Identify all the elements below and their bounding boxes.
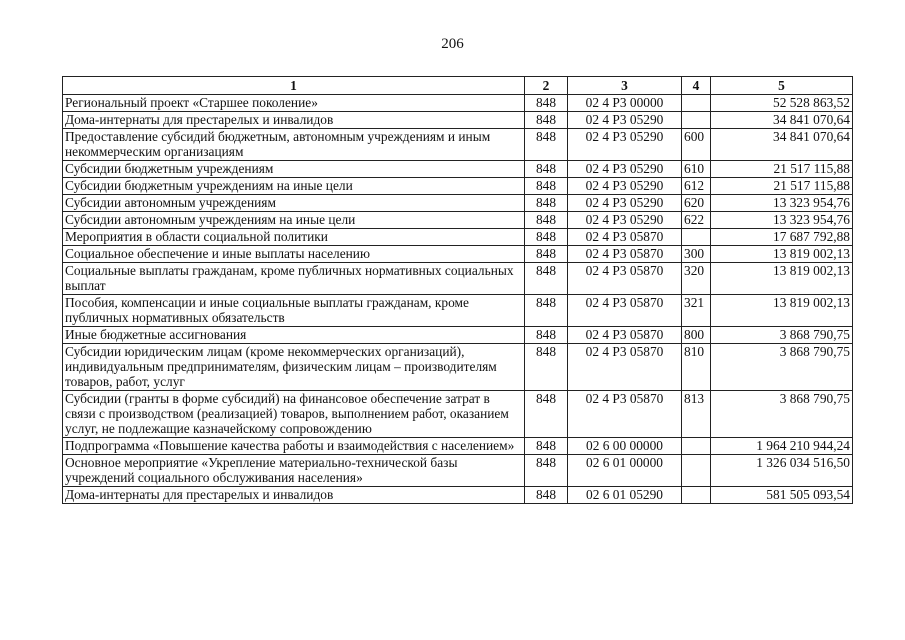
row-name-cell: Дома-интернаты для престарелых и инвалидов [63, 112, 525, 129]
table-row [63, 161, 853, 178]
table-row [63, 112, 853, 129]
row-type-cell [682, 487, 711, 504]
row-target-cell: 02 4 P3 05290 [568, 195, 682, 212]
row-type-cell [682, 438, 711, 455]
row-name-cell: Субсидии бюджетным учреждениям на иные цели [63, 178, 525, 195]
row-amount-cell: 52 528 863,52 [711, 95, 853, 112]
row-type-cell: 620 [682, 195, 711, 212]
row-name-cell: Предоставление субсидий бюджетным, автономным учреждениям и иным некоммерческим организациям [63, 129, 525, 161]
row-amount-cell: 1 326 034 516,50 [711, 455, 853, 487]
header-ministry: 2 [525, 77, 568, 95]
row-name-cell: Региональный проект «Старшее поколение» [63, 95, 525, 112]
row-name-cell: Иные бюджетные ассигнования [63, 327, 525, 344]
row-ministry-cell: 848 [525, 161, 568, 178]
row-type-cell [682, 455, 711, 487]
row-amount-cell: 34 841 070,64 [711, 112, 853, 129]
row-target-cell: 02 4 P3 00000 [568, 95, 682, 112]
table-row [63, 178, 853, 195]
row-type-cell: 300 [682, 246, 711, 263]
row-type-cell: 813 [682, 391, 711, 438]
row-amount-cell: 581 505 093,54 [711, 487, 853, 504]
row-name-cell: Дома-интернаты для престарелых и инвалидов [63, 487, 525, 504]
row-ministry-cell: 848 [525, 487, 568, 504]
row-target-cell: 02 4 P3 05290 [568, 112, 682, 129]
row-type-cell: 612 [682, 178, 711, 195]
table-row [63, 95, 853, 112]
table-row [63, 263, 853, 295]
row-name-cell: Субсидии автономным учреждениям на иные цели [63, 212, 525, 229]
table-row [63, 129, 853, 161]
row-amount-cell: 13 323 954,76 [711, 195, 853, 212]
row-type-cell: 800 [682, 327, 711, 344]
row-target-cell: 02 6 01 05290 [568, 487, 682, 504]
row-target-cell: 02 4 P3 05290 [568, 129, 682, 161]
row-amount-cell: 13 323 954,76 [711, 212, 853, 229]
row-type-cell [682, 229, 711, 246]
row-ministry-cell: 848 [525, 295, 568, 327]
row-amount-cell: 3 868 790,75 [711, 391, 853, 438]
page-number: 206 [441, 36, 464, 52]
row-type-cell: 600 [682, 129, 711, 161]
header-name: 1 [63, 77, 525, 95]
row-amount-cell: 13 819 002,13 [711, 295, 853, 327]
table-row [63, 295, 853, 327]
row-name-cell: Субсидии бюджетным учреждениям [63, 161, 525, 178]
row-ministry-cell: 848 [525, 344, 568, 391]
table-row [63, 195, 853, 212]
row-ministry-cell: 848 [525, 129, 568, 161]
row-ministry-cell: 848 [525, 95, 568, 112]
row-ministry-cell: 848 [525, 212, 568, 229]
row-type-cell [682, 112, 711, 129]
row-ministry-cell: 848 [525, 327, 568, 344]
row-target-cell: 02 6 01 00000 [568, 455, 682, 487]
header-amount: 5 [711, 77, 853, 95]
row-target-cell: 02 4 P3 05870 [568, 246, 682, 263]
row-target-cell: 02 4 P3 05290 [568, 178, 682, 195]
row-name-cell: Субсидии автономным учреждениям [63, 195, 525, 212]
row-amount-cell: 21 517 115,88 [711, 178, 853, 195]
row-amount-cell: 3 868 790,75 [711, 327, 853, 344]
row-name-cell: Мероприятия в области социальной политики [63, 229, 525, 246]
row-target-cell: 02 4 P3 05870 [568, 263, 682, 295]
row-ministry-cell: 848 [525, 246, 568, 263]
table-row [63, 487, 853, 504]
row-ministry-cell: 848 [525, 178, 568, 195]
row-ministry-cell: 848 [525, 112, 568, 129]
table-row [63, 327, 853, 344]
row-ministry-cell: 848 [525, 438, 568, 455]
row-amount-cell: 34 841 070,64 [711, 129, 853, 161]
row-target-cell: 02 4 P3 05870 [568, 295, 682, 327]
row-name-cell: Субсидии юридическим лицам (кроме некоммерческих организаций), индивидуальным предпринимателям, физическим лицам – производителям товаров, работ, услуг [63, 344, 525, 391]
header-target: 3 [568, 77, 682, 95]
row-name-cell: Социальные выплаты гражданам, кроме публичных нормативных социальных выплат [63, 263, 525, 295]
row-ministry-cell: 848 [525, 455, 568, 487]
budget-table [62, 76, 853, 504]
table-row [63, 229, 853, 246]
row-name-cell: Подпрограмма «Повышение качества работы и взаимодействия с населением» [63, 438, 525, 455]
row-type-cell: 320 [682, 263, 711, 295]
row-ministry-cell: 848 [525, 263, 568, 295]
table-row [63, 246, 853, 263]
row-target-cell: 02 6 00 00000 [568, 438, 682, 455]
row-target-cell: 02 4 P3 05290 [568, 212, 682, 229]
row-type-cell: 622 [682, 212, 711, 229]
table-row [63, 212, 853, 229]
table-row [63, 455, 853, 487]
row-ministry-cell: 848 [525, 229, 568, 246]
row-type-cell: 321 [682, 295, 711, 327]
row-target-cell: 02 4 P3 05870 [568, 344, 682, 391]
row-name-cell: Основное мероприятие «Укрепление материально-технической базы учреждений социального обслуживания населения» [63, 455, 525, 487]
row-amount-cell: 17 687 792,88 [711, 229, 853, 246]
row-name-cell: Субсидии (гранты в форме субсидий) на финансовое обеспечение затрат в связи с производством (реализацией) товаров, выполнением работ, оказанием услуг, не подлежащие казначейскому сопровождению [63, 391, 525, 438]
row-amount-cell: 21 517 115,88 [711, 161, 853, 178]
header-row [63, 77, 853, 95]
row-ministry-cell: 848 [525, 391, 568, 438]
row-type-cell: 610 [682, 161, 711, 178]
header-type: 4 [682, 77, 711, 95]
row-target-cell: 02 4 P3 05870 [568, 327, 682, 344]
row-name-cell: Пособия, компенсации и иные социальные выплаты гражданам, кроме публичных нормативных обязательств [63, 295, 525, 327]
row-target-cell: 02 4 P3 05870 [568, 391, 682, 438]
row-target-cell: 02 4 P3 05870 [568, 229, 682, 246]
row-ministry-cell: 848 [525, 195, 568, 212]
row-amount-cell: 3 868 790,75 [711, 344, 853, 391]
table-row [63, 391, 853, 438]
row-target-cell: 02 4 P3 05290 [568, 161, 682, 178]
row-name-cell: Социальное обеспечение и иные выплаты населению [63, 246, 525, 263]
row-amount-cell: 1 964 210 944,24 [711, 438, 853, 455]
table-row [63, 344, 853, 391]
row-type-cell: 810 [682, 344, 711, 391]
row-type-cell [682, 95, 711, 112]
table-row [63, 438, 853, 455]
row-amount-cell: 13 819 002,13 [711, 263, 853, 295]
row-amount-cell: 13 819 002,13 [711, 246, 853, 263]
